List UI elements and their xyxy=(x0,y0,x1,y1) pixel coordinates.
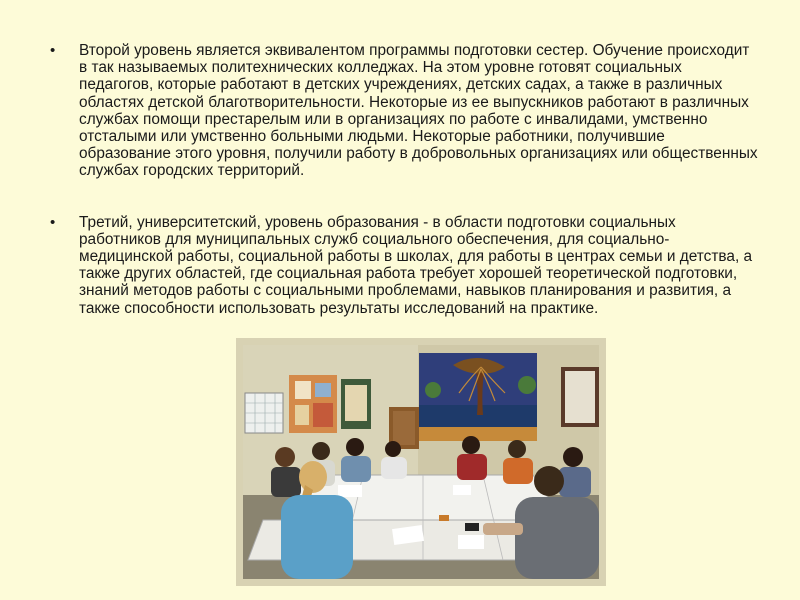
bullet-item-third-level xyxy=(50,214,760,317)
bullet-text-third-level: Третий, университетский, уровень образования - в области подготовки социальных работников для муниципальных служб социального обеспечения, для социально-медицинской работы, социальной работы в школах, для работы в центрах семьи и детства, а также других областей, где социальная работа требует хорошей теоретической подготовки, знаний методов работы с социальными проблемами, навыков планирования и развития, а также способности использовать результаты исследований на практике. xyxy=(79,213,753,317)
bullet-list xyxy=(50,42,760,317)
classroom-photo xyxy=(243,345,599,579)
classroom-photo-frame xyxy=(236,338,606,586)
bullet-marker: • xyxy=(50,42,56,59)
bullet-marker: • xyxy=(50,213,56,231)
bullet-item-second-level xyxy=(50,42,760,180)
bullet-text-second-level: Второй уровень является эквивалентом программы подготовки сестер. Обучение происходит в так называемых политехнических колледжах. На этом уровне готовят социальных педагогов, которые работают в детских учреждениях, детских садах, а также в различных областях детской благотворительности. Некоторые из ее выпускников работают в различных службах помощи престарелым или в организациях по работе с инвалидами, умственно отсталыми или умственно больными людьми. Некоторые работники, получившие образование этого уровня, получили работу в добровольных организациях или общественных службах городских территорий. xyxy=(79,42,758,180)
